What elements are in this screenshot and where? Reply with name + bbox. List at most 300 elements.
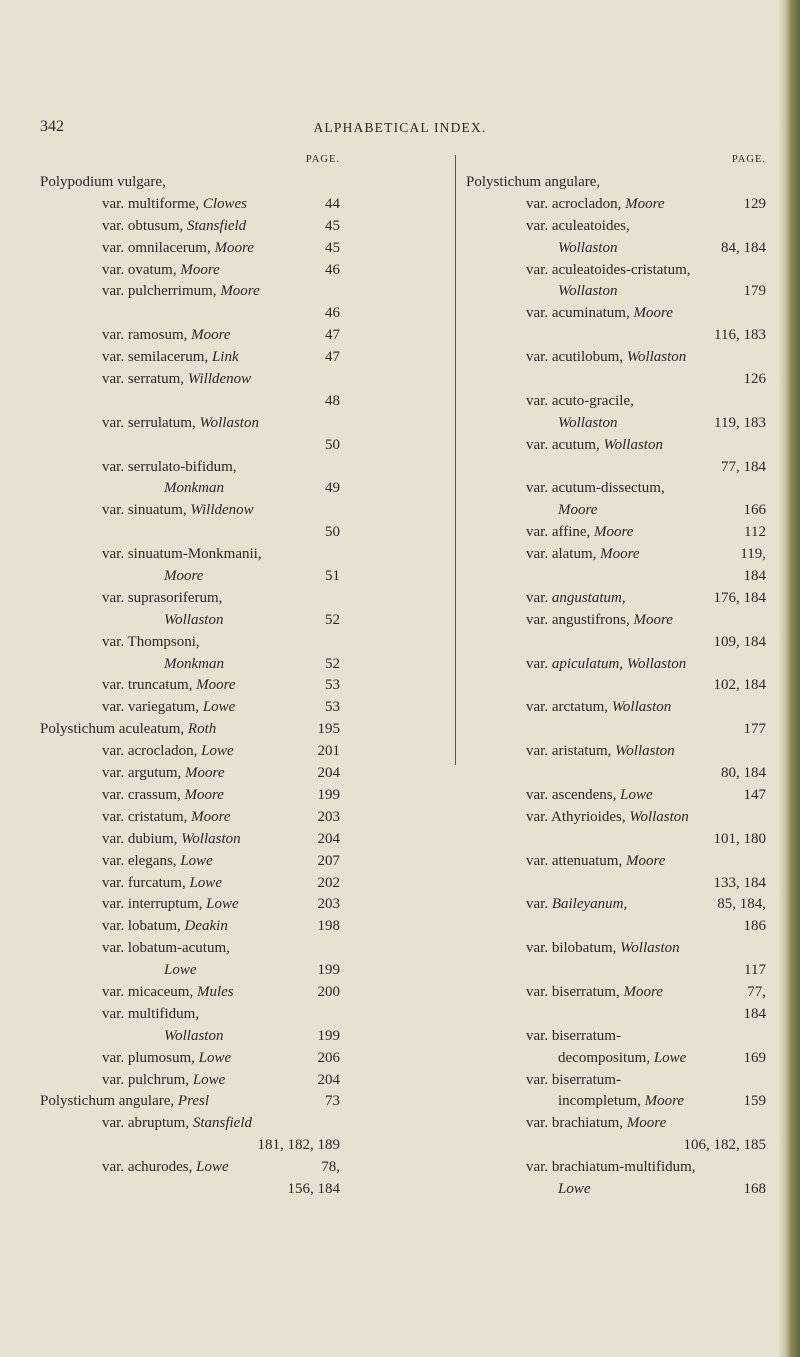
- entry-text: pulchrum,: [124, 1071, 193, 1088]
- entry-authority: Moore: [626, 1115, 667, 1132]
- index-entry-line: [466, 588, 766, 610]
- entry-page-number: 199: [317, 1027, 340, 1044]
- entry-text: furcatum,: [124, 874, 190, 891]
- entry-lead: var.: [102, 1159, 125, 1176]
- index-entry-line: [466, 807, 766, 829]
- entry-lead: var.: [526, 480, 549, 497]
- right-column-heading: [466, 150, 766, 172]
- index-entry-line: [466, 1091, 766, 1113]
- entry-authority: Moore: [184, 786, 224, 803]
- entry-page-number: 116, 183: [714, 327, 766, 344]
- entry-text: acutum-dissectum,: [548, 480, 665, 497]
- entry-lead: var.: [102, 239, 125, 256]
- entry-lead: var.: [102, 677, 125, 694]
- index-entry-line: [40, 894, 340, 916]
- entry-authority: Presl: [177, 1093, 210, 1110]
- index-entry-line: [40, 741, 340, 763]
- entry-lead: var.: [102, 830, 125, 847]
- entry-lead: Polypodium: [40, 174, 114, 190]
- index-entry-line: [40, 1135, 340, 1157]
- entry-lead: var.: [526, 611, 549, 628]
- entry-lead: var.: [102, 852, 125, 869]
- index-entry-line: [466, 413, 766, 435]
- entry-page-number: 184: [743, 568, 766, 585]
- entry-text: omnilacerum,: [124, 239, 215, 256]
- entry-page-number: 46: [325, 305, 340, 322]
- entry-lead: var.: [102, 502, 125, 519]
- entry-page-number: 77,: [747, 983, 766, 1000]
- entry-lead: var.: [526, 217, 549, 234]
- entry-text: acutum,: [548, 436, 604, 453]
- entry-page-number: 73: [325, 1093, 340, 1110]
- entry-authority: Clowes: [202, 195, 248, 212]
- entry-page-number: 181, 182, 189: [257, 1137, 340, 1154]
- index-entry-line: [466, 1048, 766, 1070]
- entry-page-number: 78,: [321, 1159, 340, 1176]
- entry-authority: Lowe: [164, 962, 197, 979]
- index-entry-line: [466, 916, 766, 938]
- entry-lead: var.: [526, 305, 549, 322]
- index-entry-line: [466, 1113, 766, 1135]
- index-entry-line: [466, 1004, 766, 1026]
- index-entry-line: [40, 391, 340, 413]
- entry-page-number: 206: [317, 1049, 340, 1066]
- entry-authority: Moore: [644, 1093, 685, 1110]
- index-entry-line: [466, 719, 766, 741]
- index-entry-line: [40, 238, 340, 260]
- entry-page-number: 106, 182, 185: [683, 1137, 766, 1154]
- entry-page-number: 44: [325, 195, 340, 212]
- entry-authority: Mules: [196, 983, 234, 1000]
- index-entry-line: [466, 500, 766, 522]
- entry-authority: Wollaston: [615, 743, 675, 760]
- entry-text: biserratum,: [548, 983, 624, 1000]
- index-entry-line: [40, 522, 340, 544]
- entry-lead: var.: [526, 436, 549, 453]
- index-entry-line: [40, 873, 340, 895]
- entry-lead: var.: [102, 349, 125, 366]
- entry-lead: var.: [102, 1005, 125, 1022]
- index-entry-line: [40, 325, 340, 347]
- entry-lead: var.: [102, 261, 125, 278]
- entry-page-number: 203: [317, 808, 340, 825]
- entry-text: plumosum,: [124, 1049, 199, 1066]
- index-entry-line: [40, 500, 340, 522]
- entry-text: lobatum,: [124, 918, 185, 935]
- entry-authority: Moore: [600, 546, 640, 563]
- entry-authority: Stansfield: [187, 217, 247, 234]
- entry-page-number: 53: [325, 699, 340, 716]
- entry-authority: angustatum,: [551, 589, 626, 606]
- entry-lead: var.: [102, 699, 125, 716]
- entry-page-number: 198: [317, 918, 340, 935]
- entry-authority: Deakin: [184, 918, 228, 935]
- entry-authority: Moore: [164, 568, 204, 585]
- entry-text: ovatum,: [124, 261, 181, 278]
- entry-page-number: 200: [317, 983, 340, 1000]
- entry-authority: Moore: [594, 524, 634, 541]
- entry-page-number: 85, 184,: [717, 896, 766, 913]
- entry-authority: Moore: [623, 983, 663, 1000]
- entry-authority: Wollaston: [164, 1027, 224, 1044]
- index-entry-line: [40, 763, 340, 785]
- entry-text: acuminatum,: [548, 305, 634, 322]
- entry-text: sinuatum-Monkmanii,: [124, 546, 262, 563]
- index-entry-line: [40, 435, 340, 457]
- entry-text: sinuatum,: [124, 502, 191, 519]
- entry-authority: Lowe: [206, 896, 239, 913]
- index-entry-line: [40, 1048, 340, 1070]
- entry-lead: var.: [102, 546, 125, 563]
- index-entry-line: [466, 1157, 766, 1179]
- entry-page-number: 45: [325, 217, 340, 234]
- entry-text: suprasoriferum,: [124, 589, 223, 606]
- entry-lead: var.: [526, 852, 549, 869]
- entry-authority: Lowe: [198, 1049, 232, 1066]
- entry-authority: Wollaston: [558, 414, 618, 431]
- entry-authority: Moore: [185, 765, 225, 782]
- index-entry-line: [40, 697, 340, 719]
- entry-text: variegatum,: [124, 699, 203, 716]
- entry-authority: Link: [211, 349, 239, 366]
- entry-lead: var.: [102, 940, 125, 957]
- entry-lead: var.: [102, 458, 125, 475]
- index-entry-line: [466, 697, 766, 719]
- entry-page-number: 133, 184: [713, 874, 766, 891]
- entry-lead: var.: [526, 195, 549, 212]
- entry-lead: var.: [102, 743, 125, 760]
- entry-page-number: 51: [325, 568, 340, 585]
- entry-lead: var.: [102, 414, 125, 431]
- index-entry-line: [466, 194, 766, 216]
- entry-authority: Willdenow: [187, 371, 252, 388]
- entry-text: lobatum-acutum,: [124, 940, 230, 957]
- entry-text: acuto-gracile,: [548, 392, 634, 409]
- index-entry-line: [466, 303, 766, 325]
- entry-authority: Wollaston: [603, 436, 663, 453]
- entry-authority: Lowe: [180, 852, 213, 869]
- left-entries: [40, 172, 340, 1201]
- entry-authority: Moore: [180, 261, 220, 278]
- index-entry-line: [466, 785, 766, 807]
- entry-page-number: 184: [743, 1005, 766, 1022]
- entry-text: Athyrioides,: [548, 808, 630, 825]
- index-entry-line: [40, 566, 340, 588]
- index-entry-line: [40, 654, 340, 676]
- entry-text: pulcherrimum,: [124, 283, 221, 300]
- index-entry-line: [40, 1026, 340, 1048]
- entry-page-number: 52: [325, 655, 340, 672]
- page-column-label: PAGE.: [305, 154, 340, 165]
- entry-lead: var.: [102, 896, 125, 913]
- entry-text: ramosum,: [124, 327, 192, 344]
- entry-page-number: 109, 184: [713, 633, 766, 650]
- index-entry-line: [40, 216, 340, 238]
- entry-lead: var.: [102, 633, 125, 650]
- index-entry-line: [40, 1070, 340, 1092]
- index-entry-line: [466, 851, 766, 873]
- entry-authority: Lowe: [202, 699, 236, 716]
- entry-page-number: 179: [743, 283, 766, 300]
- index-entry-line: [466, 216, 766, 238]
- entry-lead: var.: [102, 195, 125, 212]
- entry-lead: Polystichum: [466, 174, 542, 190]
- entry-lead: var.: [102, 1115, 125, 1132]
- entry-lead: var.: [526, 261, 549, 278]
- index-entry-line: [40, 982, 340, 1004]
- index-entry-line: [466, 1135, 766, 1157]
- entry-page-number: 203: [317, 896, 340, 913]
- entry-text: truncatum,: [124, 677, 197, 694]
- entry-authority: Lowe: [189, 874, 222, 891]
- entry-text: affine,: [548, 524, 595, 541]
- index-entry-line: [466, 347, 766, 369]
- entry-text: achurodes,: [124, 1159, 197, 1176]
- entry-text: decompositum,: [558, 1049, 654, 1066]
- entry-lead: var.: [102, 1071, 125, 1088]
- entry-text: serratum,: [124, 371, 188, 388]
- entry-text: aculeatoides,: [548, 217, 630, 234]
- entry-lead: Polystichum: [40, 1093, 116, 1110]
- entry-page-number: 53: [325, 677, 340, 694]
- entry-text: vulgare,: [113, 174, 166, 190]
- entry-lead: var.: [102, 874, 125, 891]
- entry-text: brachiatum-multifidum,: [548, 1159, 696, 1176]
- entry-page-number: 147: [743, 786, 766, 803]
- index-entry-line: [40, 281, 340, 303]
- entry-text: serrulatum,: [124, 414, 200, 431]
- entry-page-number: 119, 183: [714, 414, 766, 431]
- entry-page-number: 156, 184: [287, 1180, 340, 1197]
- index-entry-line: [466, 369, 766, 391]
- entry-page-number: 201: [317, 743, 340, 760]
- index-entry-line: [40, 938, 340, 960]
- index-entry-line: [466, 1179, 766, 1201]
- index-entry-line: [40, 1179, 340, 1201]
- entry-lead: var.: [526, 940, 549, 957]
- entry-lead: var.: [526, 1115, 549, 1132]
- page-header: [0, 118, 780, 142]
- entry-text: angulare,: [115, 1093, 178, 1110]
- entry-lead: var.: [102, 918, 125, 935]
- entry-text: bilobatum,: [548, 940, 621, 957]
- right-entries: [466, 172, 766, 1201]
- index-entry-line: [466, 1070, 766, 1092]
- entry-text: Thompsoni,: [124, 633, 200, 650]
- entry-page-number: 84, 184: [721, 239, 766, 256]
- entry-authority: Moore: [633, 305, 673, 322]
- entry-authority: Wollaston: [620, 940, 680, 957]
- entry-page-number: 204: [317, 1071, 340, 1088]
- entry-page-number: 45: [325, 239, 340, 256]
- index-entry-line: [466, 435, 766, 457]
- index-entry-line: [40, 1113, 340, 1135]
- entry-page-number: 168: [743, 1180, 766, 1197]
- entry-page-number: 50: [325, 524, 340, 541]
- index-entry-line: [466, 741, 766, 763]
- index-entry-line: [466, 172, 766, 194]
- index-entry-line: [40, 807, 340, 829]
- entry-text: elegans,: [124, 852, 181, 869]
- entry-page-number: 195: [317, 721, 340, 738]
- entry-page-number: 166: [743, 502, 766, 519]
- entry-page-number: 186: [743, 918, 766, 935]
- entry-authority: Monkman: [164, 480, 224, 497]
- index-entry-line: [466, 478, 766, 500]
- entry-page-number: 48: [325, 392, 340, 409]
- entry-authority: Roth: [187, 721, 217, 738]
- entry-page-number: 112: [744, 524, 766, 541]
- index-entry-line: [40, 1004, 340, 1026]
- entry-page-number: 101, 180: [713, 830, 766, 847]
- index-entry-line: [40, 1157, 340, 1179]
- entry-text: biserratum-: [548, 1071, 621, 1088]
- entry-text: aculeatoides-cristatum,: [548, 261, 691, 278]
- entry-lead: var.: [526, 983, 549, 1000]
- index-entry-line: [40, 544, 340, 566]
- entry-lead: var.: [526, 392, 549, 409]
- entry-authority: Stansfield: [192, 1115, 252, 1132]
- entry-page-number: 119,: [740, 546, 766, 563]
- entry-text: angustifrons,: [548, 611, 634, 628]
- entry-authority: Lowe: [558, 1180, 591, 1197]
- entry-authority: Moore: [214, 239, 254, 256]
- entry-lead: var.: [526, 524, 549, 541]
- entry-lead: var.: [526, 546, 549, 563]
- entry-lead: var.: [102, 327, 125, 344]
- index-entry-line: [466, 325, 766, 347]
- entry-lead: var.: [102, 808, 125, 825]
- entry-text: crassum,: [124, 786, 185, 803]
- entry-authority: Moore: [625, 195, 665, 212]
- entry-text: serrulato-bifidum,: [124, 458, 237, 475]
- index-entry-line: [466, 610, 766, 632]
- entry-text: brachiatum,: [548, 1115, 627, 1132]
- entry-text: micaceum,: [124, 983, 197, 1000]
- left-column-heading: [40, 150, 340, 172]
- entry-authority: Wollaston: [626, 349, 687, 366]
- entry-text: aculeatum,: [115, 721, 188, 738]
- entry-page-number: 49: [325, 480, 340, 497]
- entry-text: alatum,: [548, 546, 601, 563]
- entry-page-number: 80, 184: [721, 765, 766, 782]
- entry-text: interruptum,: [124, 896, 207, 913]
- entry-lead: var.: [102, 283, 125, 300]
- entry-lead: var.: [526, 699, 549, 716]
- index-entry-line: [40, 916, 340, 938]
- entry-lead: var.: [102, 765, 125, 782]
- entry-page-number: 204: [317, 765, 340, 782]
- entry-text: cristatum,: [124, 808, 192, 825]
- entry-authority: Moore: [220, 283, 260, 300]
- index-entry-line: [40, 1091, 340, 1113]
- entry-page-number: 46: [325, 261, 340, 278]
- entry-lead: var.: [526, 808, 549, 825]
- entry-authority: Moore: [196, 677, 236, 694]
- index-entry-line: [40, 588, 340, 610]
- index-entry-line: [40, 478, 340, 500]
- index-entry-line: [40, 303, 340, 325]
- entry-text: ascendens,: [548, 786, 621, 803]
- index-entry-line: [466, 457, 766, 479]
- entry-page-number: 117: [744, 962, 766, 979]
- entry-authority: Wollaston: [558, 283, 618, 300]
- page-column-label: PAGE.: [731, 154, 766, 165]
- index-entry-line: [40, 785, 340, 807]
- index-entry-line: [40, 172, 340, 194]
- entry-text: acutilobum,: [548, 349, 627, 366]
- entry-authority: Lowe: [192, 1071, 226, 1088]
- index-entry-line: [40, 194, 340, 216]
- index-entry-line: [466, 260, 766, 282]
- entry-authority: Wollaston: [199, 414, 259, 431]
- entry-page-number: 129: [743, 195, 766, 212]
- entry-authority: Moore: [633, 611, 673, 628]
- entry-lead: var.: [102, 217, 125, 234]
- entry-authority: Lowe: [653, 1049, 687, 1066]
- entry-text: obtusum,: [124, 217, 188, 234]
- entry-authority: Lowe: [620, 786, 653, 803]
- index-entry-line: [466, 566, 766, 588]
- entry-page-number: 176, 184: [713, 589, 766, 606]
- entry-lead: var.: [526, 896, 549, 913]
- index-entry-line: [466, 829, 766, 851]
- entry-authority: Wollaston: [611, 699, 672, 716]
- index-entry-line: [466, 238, 766, 260]
- index-entry-line: [466, 982, 766, 1004]
- index-entry-line: [466, 522, 766, 544]
- entry-lead: var.: [526, 655, 549, 672]
- page-number: 342: [40, 118, 64, 135]
- entry-lead: var.: [526, 786, 549, 803]
- index-entry-line: [40, 829, 340, 851]
- index-entry-line: [466, 675, 766, 697]
- entry-authority: Moore: [191, 327, 231, 344]
- entry-lead: Polystichum: [40, 721, 116, 738]
- entry-text: incompletum,: [558, 1093, 645, 1110]
- entry-text: multifidum,: [124, 1005, 200, 1022]
- entry-page-number: 159: [743, 1093, 766, 1110]
- entry-text: acrocladon,: [124, 743, 202, 760]
- entry-lead: var.: [526, 589, 549, 606]
- index-entry-line: [466, 281, 766, 303]
- entry-lead: var.: [526, 349, 549, 366]
- entry-page-number: 169: [743, 1049, 766, 1066]
- entry-authority: Wollaston: [558, 239, 618, 256]
- entry-page-number: 199: [317, 786, 340, 803]
- entry-authority: Moore: [558, 502, 598, 519]
- entry-lead: var.: [526, 1159, 549, 1176]
- entry-authority: Wollaston: [629, 808, 689, 825]
- index-entry-line: [466, 763, 766, 785]
- entry-text: attenuatum,: [548, 852, 626, 869]
- index-entry-line: [40, 960, 340, 982]
- entry-authority: apiculatum, Wollaston: [551, 655, 687, 672]
- entry-page-number: 50: [325, 436, 340, 453]
- entry-text: argutum,: [124, 765, 186, 782]
- entry-text: biserratum-: [548, 1027, 621, 1044]
- index-entry-line: [40, 610, 340, 632]
- right-column: [466, 150, 766, 1201]
- index-entry-line: [466, 391, 766, 413]
- entry-authority: Monkman: [164, 655, 224, 672]
- entry-authority: Moore: [191, 808, 231, 825]
- entry-page-number: 199: [317, 962, 340, 979]
- index-entry-line: [40, 369, 340, 391]
- page-edge: [778, 0, 800, 1357]
- entry-lead: var.: [102, 1049, 125, 1066]
- entry-text: angulare,: [541, 174, 601, 190]
